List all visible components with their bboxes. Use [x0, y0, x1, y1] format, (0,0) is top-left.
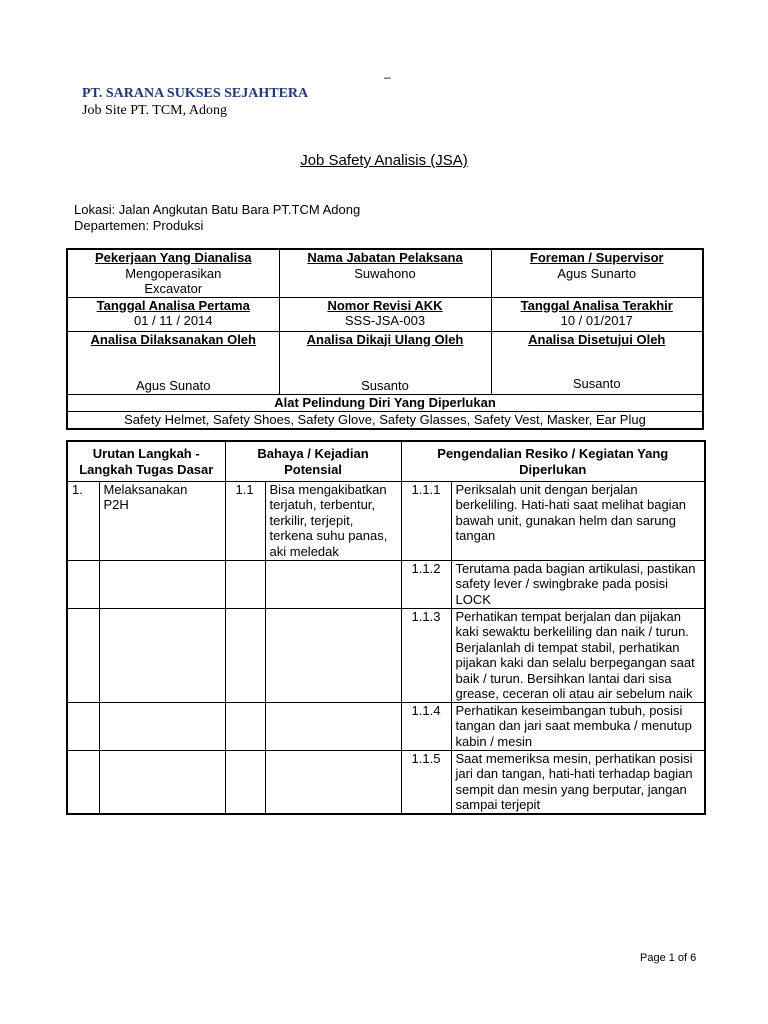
step-text: Melaksanakan P2H	[99, 481, 225, 560]
control-number: 1.1.3	[401, 608, 451, 702]
jabatan-label: Nama Jabatan Pelaksana	[307, 250, 463, 265]
location-line: Lokasi: Jalan Angkutan Batu Bara PT.TCM Adong	[74, 202, 361, 217]
revisi-label: Nomor Revisi AKK	[327, 297, 443, 313]
control-text: Terutama pada bagian artikulasi, pastikan safety lever / swingbrake pada posisi LOCK	[451, 560, 705, 608]
control-text: Periksalah unit dengan berjalan berkeliling. Hati-hati saat melihat bagian bawah unit, gunakan helm dan sarung tangan	[451, 481, 705, 560]
control-number: 1.1.2	[401, 560, 451, 608]
disetujui-cell	[491, 331, 703, 394]
hazard-number: 1.1	[225, 481, 265, 560]
tgl-terakhir-value: 10 / 01/2017	[560, 313, 633, 328]
foreman-cell	[491, 249, 703, 297]
control-text: Saat memeriksa mesin, perhatikan posisi jari dan tangan, hati-hati terhadap bagian sempit dan mesin yang berputar, jangan sampai terjepit	[451, 750, 705, 814]
hazard-text: Bisa mengakibatkan terjatuh, terbentur, terkilir, terjepit, terkena suhu panas, aki meledak	[265, 481, 401, 560]
foreman-value: Agus Sunarto	[557, 265, 637, 281]
jabatan-cell	[279, 249, 491, 297]
step-number: 1.	[67, 481, 99, 560]
tgl-pertama-cell	[67, 297, 279, 331]
dikaji-label: Analisa Dikaji Ulang Oleh	[306, 331, 464, 347]
company-name: PT. SARANA SUKSES SEJAHTERA	[82, 86, 309, 101]
pekerjaan-cell	[67, 249, 279, 297]
apd-value: Safety Helmet, Safety Shoes, Safety Glove, Safety Glasses, Safety Vest, Masker, Ear Plug	[67, 411, 703, 429]
foreman-label: Foreman / Supervisor	[529, 250, 664, 265]
control-number: 1.1.4	[401, 702, 451, 750]
control-number: 1.1.1	[401, 481, 451, 560]
document-title: Job Safety Analisis (JSA)	[300, 152, 468, 169]
col-control-header: Pengendalian Resiko / Kegiatan Yang Diperlukan	[401, 441, 705, 481]
disetujui-label: Analisa Disetujui Oleh	[528, 331, 666, 347]
control-number: 1.1.5	[401, 750, 451, 814]
dilaksanakan-cell	[67, 331, 279, 394]
info-table	[66, 248, 704, 430]
col-hazard-header: Bahaya / Kejadian Potensial	[225, 441, 401, 481]
tgl-pertama-label: Tanggal Analisa Pertama	[96, 297, 250, 313]
tgl-terakhir-cell	[491, 297, 703, 331]
page-number: Page 1 of 6	[640, 952, 697, 964]
dilaksanakan-label: Analisa Dilaksanakan Oleh	[90, 331, 256, 347]
disetujui-value: Susanto	[572, 376, 621, 391]
department-line: Departemen: Produksi	[74, 218, 204, 233]
revisi-cell	[279, 297, 491, 331]
jabatan-value: Suwahono	[354, 265, 416, 281]
pekerjaan-label: Pekerjaan Yang Dianalisa	[94, 250, 252, 265]
control-text: Perhatikan keseimbangan tubuh, posisi tangan dan jari saat membuka / menutup kabin / mesin	[451, 702, 705, 750]
dikaji-value: Susanto	[361, 378, 409, 393]
col-step-header: Urutan Langkah - Langkah Tugas Dasar	[67, 441, 225, 481]
control-text: Perhatikan tempat berjalan dan pijakan kaki sewaktu berkeliling dan naik / turun. Berjalanlah di tempat stabil, perhatikan pijakan kaki dan selalu berpegangan saat baik / turun. Bersihkan lantai dari sisa grease, ceceran oli atau air sebelum naik	[451, 608, 705, 702]
tgl-terakhir-label: Tanggal Analisa Terakhir	[520, 297, 673, 313]
jsa-table	[66, 440, 706, 815]
apd-label: Alat Pelindung Diri Yang Diperlukan	[67, 394, 703, 411]
header-dash: –	[384, 70, 391, 84]
pekerjaan-value: Mengoperasikan Excavator	[125, 265, 222, 296]
tgl-pertama-value: 01 / 11 / 2014	[133, 313, 213, 328]
job-site: Job Site PT. TCM, Adong	[82, 103, 227, 118]
dikaji-cell	[279, 331, 491, 394]
revisi-value: SSS-JSA-003	[344, 313, 426, 328]
dilaksanakan-value: Agus Sunato	[136, 378, 211, 393]
